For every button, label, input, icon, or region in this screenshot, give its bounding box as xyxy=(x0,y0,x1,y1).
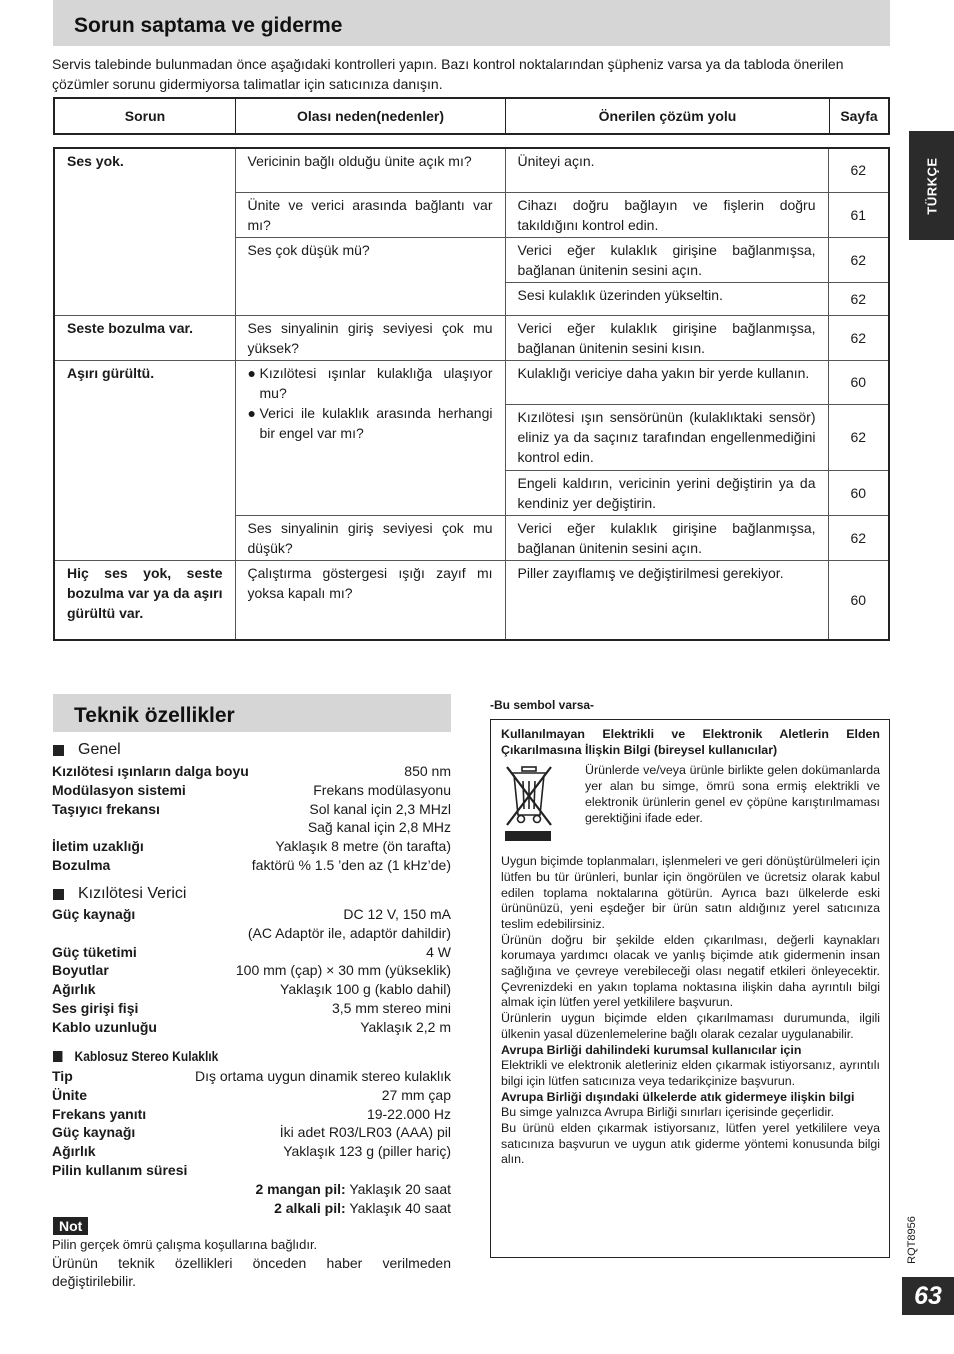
problem-cell: Hiç ses yok, seste bozulma var ya da aşırı gürültü var. xyxy=(54,560,235,640)
specs-transmitter-heading: Kızılötesi Verici xyxy=(53,885,186,903)
cause-cell: Vericinin bağlı olduğu ünite açık mı? xyxy=(235,148,505,192)
specs-transmitter-list xyxy=(52,905,451,1037)
spec-row: Kızılötesi ışınların dalga boyu 850 nm xyxy=(52,763,451,779)
disposal-p6: Bu simge yalnızca Avrupa Birliği sınırları içerisinde geçerlidir. xyxy=(501,1105,835,1120)
solution-cell: Kulaklığı vericiye daha yakın bir yerde kullanın. xyxy=(505,360,828,404)
spec-row: Güç tüketimi 4 W xyxy=(52,943,451,960)
page-cell: 60 xyxy=(828,360,889,404)
header-page: Sayfa xyxy=(830,98,890,134)
bullet-icon: ● xyxy=(247,364,256,381)
cause-bullet: ● Kızılötesi ışınlar kulaklığa ulaşıyor mu? xyxy=(247,364,493,401)
cause-cell: Ses sinyalinin giriş seviyesi çok mu düşük? xyxy=(235,515,505,560)
spec-row: Ağırlık Yaklaşık 123 g (piller hariç) xyxy=(52,1143,451,1160)
solution-cell: Verici eğer kulaklık girişine bağlanmışsa, bağlanan ünitenin sesini açın. xyxy=(505,515,828,560)
solution-cell: Engeli kaldırın, vericinin yerini değiştirin ya da kendiniz yer değiştirin. xyxy=(505,470,828,515)
square-bullet-icon xyxy=(53,889,64,900)
solution-cell: Verici eğer kulaklık girişine bağlanmışsa, bağlanan ünitenin sesini kısın. xyxy=(505,315,828,360)
header-cause: Olası neden(nedenler) xyxy=(236,98,506,134)
spec-row: Pilin kullanım süresi xyxy=(52,1161,188,1178)
spec-row: Ağırlık Yaklaşık 100 g (kablo dahil) xyxy=(52,981,451,998)
spec-row: Tip Dış ortama uygun dinamik stereo kulaklık xyxy=(52,1068,451,1084)
spec-row-battery: 2 alkali pil: Yaklaşık 40 saat xyxy=(274,1199,451,1216)
solution-cell: Sesi kulaklık üzerinden yükseltin. xyxy=(505,282,828,315)
square-bullet-icon xyxy=(53,1051,62,1062)
disposal-p7: Bu ürünü elden çıkarmak istiyorsanız, lütfen yerel yetkililere veya satıcınıza başvurun ve uygun atık giderme yöntemi konusunda bilgi alın. xyxy=(501,1121,880,1167)
solution-cell: Üniteyi açın. xyxy=(505,148,828,192)
page-cell: 62 xyxy=(828,282,889,315)
crossed-bin-icon xyxy=(501,763,585,848)
disposal-p2: Uygun biçimde toplanmaları, işlenmeleri ve geri dönüştürülmeleri için lütfen bu tür ürünleri, bunlar için öngörülen ve ücretsiz olarak kabul edilen toplama noktalarına götürün. Ayrıca bazı ülkelerde eski ürününüzü, yeni eşdeğer bir ürün satın aldığınız yerel satıcınıza teslim edebilirsiniz. xyxy=(501,854,880,931)
problem-cell: Ses yok. xyxy=(54,148,235,315)
problem-cell: Seste bozulma var. xyxy=(54,315,235,360)
table-row xyxy=(54,560,889,640)
disposal-p1: Ürünlerde ve/veya ürünle birlikte gelen dokümanlarda yer alan bu simge, ömrü sona ermiş elektrikli ve elektronik ürünlerin genel ev çöpüne karıştırılmaması gerektiğini ifade eder. xyxy=(585,763,880,825)
spec-row: Bozulma faktörü % 1.5 ’den az (1 kHz’de) xyxy=(52,856,451,873)
header-solution: Önerilen çözüm yolu xyxy=(506,98,830,134)
troubleshooting-intro: Servis talebinde bulunmadan önce aşağıdaki kontrolleri yapın. Bazı kontrol noktalarından şüpheniz varsa ya da tabloda önerilen çözümler sorunu gidermiyorsa talimatlar için satıcınıza danışın. xyxy=(52,56,844,92)
page-cell: 62 xyxy=(828,515,889,560)
troubleshooting-header-table xyxy=(53,97,890,135)
cause-cell: Ses sinyalinin giriş seviyesi çok mu yüksek? xyxy=(235,315,505,360)
header-problem: Sorun xyxy=(124,108,166,124)
disposal-box xyxy=(490,719,890,1258)
square-bullet-icon xyxy=(53,745,64,756)
disposal-label: -Bu sembol varsa- xyxy=(490,698,595,712)
specs-general-heading: Genel xyxy=(53,741,121,759)
cause-bullet: ● Verici ile kulaklık arasında herhangi bir engel var mı? xyxy=(247,404,493,441)
cause-cell: Çalıştırma göstergesi ışığı zayıf mı yoksa kapalı mı? xyxy=(235,560,505,640)
disposal-p5: Elektrikli ve elektronik aletleriniz elden çıkarmak istiyorsanız, ayrıntılı bilgi için lütfen satıcınıza veya tedarikçinize başvurun. xyxy=(501,1058,880,1088)
table-row xyxy=(54,360,889,404)
solution-cell: Verici eğer kulaklık girişine bağlanmışsa, bağlanan ünitenin sesini açın. xyxy=(505,237,828,282)
spec-row: Ünite 27 mm çap xyxy=(52,1086,451,1103)
table-row xyxy=(54,148,889,192)
specs-headphones-list xyxy=(52,1067,451,1217)
spec-row: Boyutlar 100 mm (çap) × 30 mm (yükseklik) xyxy=(52,962,451,979)
cause-cell: Ses çok düşük mü? xyxy=(235,237,505,315)
cause-cell: Ünite ve verici arasında bağlantı var mı? xyxy=(235,192,505,237)
disposal-heading-eu: Avrupa Birliği dahilindeki kurumsal kullanıcılar için xyxy=(501,1042,802,1057)
solution-cell: Kızılötesi ışın sensörünün (kulaklıktaki sensör) eliniz ya da saçınız tarafından engellenmediğini kontrol edin. xyxy=(505,404,828,470)
page-cell: 62 xyxy=(828,315,889,360)
spec-row: (AC Adaptör ile, adaptör dahildir) xyxy=(247,924,451,941)
document-code: RQT8956 xyxy=(906,1216,918,1264)
disposal-heading-non-eu: Avrupa Birliği dışındaki ülkelerde atık gidermeye ilişkin bilgi xyxy=(501,1089,855,1104)
disposal-p4: Ürünlerin uygun biçimde elden çıkarılmaması durumunda, ilgili ülkenin yasal düzenlemelerine bağlı olarak cezalar uygulanabilir. xyxy=(501,1011,880,1041)
spec-row: İletim uzaklığı Yaklaşık 8 metre (ön tarafta) xyxy=(52,838,451,855)
page-cell: 60 xyxy=(828,560,889,640)
page-cell: 62 xyxy=(828,148,889,192)
solution-cell: Piller zayıflamış ve değiştirilmesi gerekiyor. xyxy=(505,560,828,640)
specs-title: Teknik özellikler xyxy=(53,694,451,732)
note-line-2: Ürünün teknik özellikleri önceden haber verilmeden değiştirilebilir. xyxy=(52,1255,451,1289)
spec-row: Modülasyon sistemi Frekans modülasyonu xyxy=(52,781,451,798)
spec-row: Kablo uzunluğu Yaklaşık 2,2 m xyxy=(52,1018,451,1035)
disposal-title: Kullanılmayan Elektrikli ve Elektronik Aletlerin Elden Çıkarılmasına İlişkin Bilgi (bireysel kullanıcılar) xyxy=(501,727,880,757)
spec-row: Güç kaynağı DC 12 V, 150 mA xyxy=(52,906,451,922)
page-cell: 62 xyxy=(828,404,889,470)
note-line-1: Pilin gerçek ömrü çalışma koşullarına bağlıdır. xyxy=(52,1237,318,1252)
disposal-p3: Ürünün doğru bir şekilde elden çıkarılması, değerli kaynakları korumaya yardımcı olacak ve yanlış biçimde atık gidermenin insan sağlığına ve çevreye verebileceği olası negatif etkileri önleyecektir. Çevrenizdeki en yakın toplama noktasına ilişkin daha ayrıntılı bilgi almak için lütfen yerel yetkililere başvurun. xyxy=(501,932,880,1010)
spec-row: Frekans yanıtı 19-22.000 Hz xyxy=(52,1105,451,1122)
troubleshooting-table xyxy=(53,147,890,641)
page-cell: 60 xyxy=(828,470,889,515)
cause-cell xyxy=(235,360,505,515)
troubleshooting-title: Sorun saptama ve giderme xyxy=(53,0,890,46)
table-row xyxy=(54,315,889,360)
spec-row: Sağ kanal için 2,8 MHz xyxy=(307,819,451,836)
specs-headphones-heading: Kablosuz Stereo Kulaklık xyxy=(53,1048,218,1064)
spec-row-battery: 2 mangan pil: Yaklaşık 20 saat xyxy=(255,1180,451,1197)
bullet-icon: ● xyxy=(247,404,256,421)
solution-cell: Cihazı doğru bağlayın ve fişlerin doğru takıldığını kontrol edin. xyxy=(505,192,828,237)
language-tab: TÜRKÇE xyxy=(909,131,954,240)
page-number: 63 xyxy=(902,1277,954,1315)
note-badge: Not xyxy=(53,1217,88,1235)
page-cell: 61 xyxy=(828,192,889,237)
spec-row: Taşıyıcı frekansı Sol kanal için 2,3 MHzl xyxy=(52,800,451,817)
disposal-symbol-row xyxy=(501,763,880,848)
specs-general-list xyxy=(52,762,451,875)
spec-row: Güç kaynağı İki adet R03/LR03 (AAA) pil xyxy=(52,1124,451,1141)
page-cell: 62 xyxy=(828,237,889,282)
problem-cell: Aşırı gürültü. xyxy=(54,360,235,560)
spec-row: Ses girişi fişi 3,5 mm stereo mini xyxy=(52,999,451,1016)
